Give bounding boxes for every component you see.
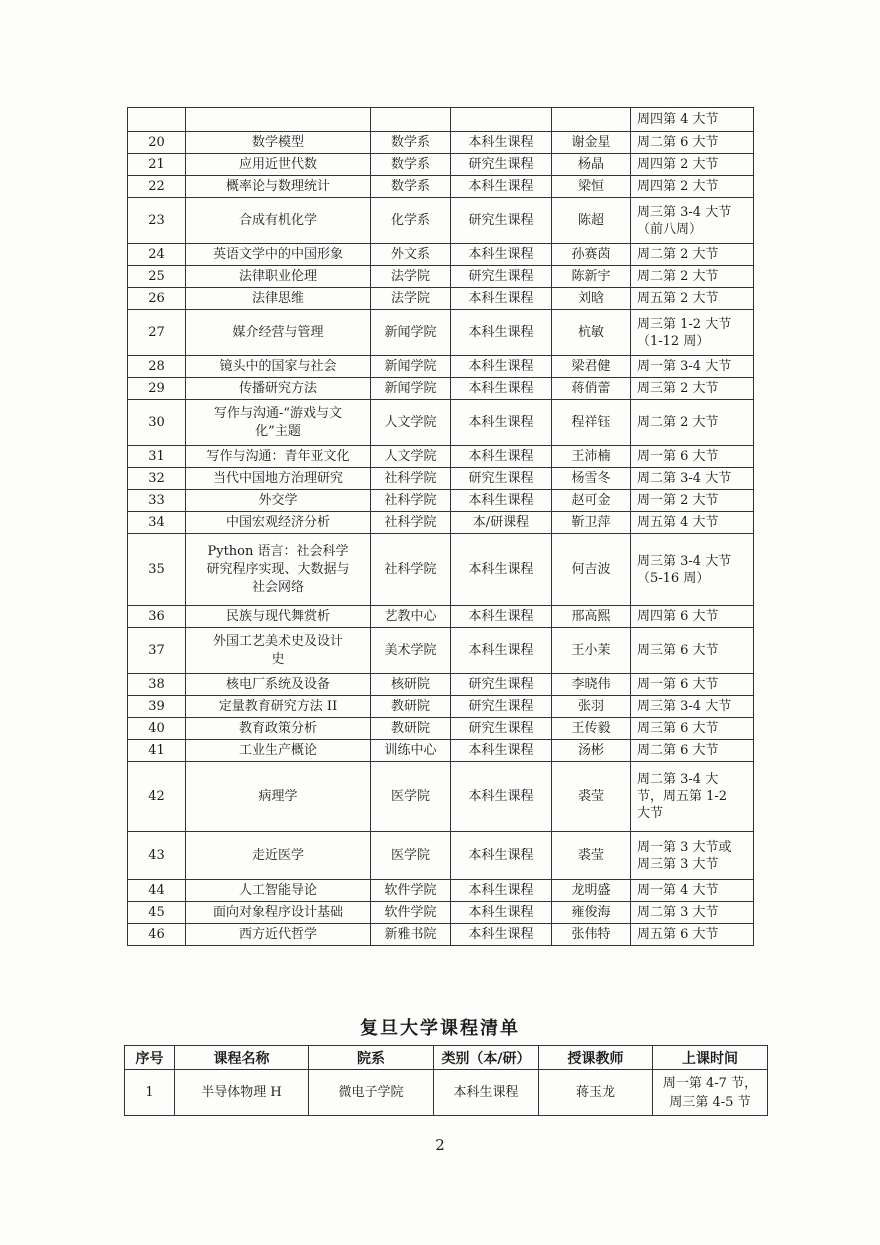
cell-no: 34 (128, 512, 186, 534)
cell-dept: 软件学院 (371, 902, 451, 924)
cell-type: 本科生课程 (451, 132, 552, 154)
cell-teacher: 陈超 (552, 198, 631, 244)
cell-type: 本科生课程 (451, 832, 552, 880)
header-name: 课程名称 (175, 1046, 309, 1070)
cell-type: 本科生课程 (451, 288, 552, 310)
table-row (128, 490, 754, 512)
table-row (128, 288, 754, 310)
cell-no: 38 (128, 674, 186, 696)
cell-name: 病理学 (186, 762, 371, 832)
cell-dept: 社科学院 (371, 534, 451, 606)
cell-dept: 数学系 (371, 132, 451, 154)
cell-type: 研究生课程 (451, 696, 552, 718)
cell-teacher: 孙赛茵 (552, 244, 631, 266)
table-row (128, 198, 754, 244)
page-number: 2 (435, 1136, 445, 1154)
cell-time: 周一第 4-7 节， 周三第 4-5 节 (653, 1070, 768, 1116)
cell-time: 周一第 6 大节 (631, 446, 754, 468)
table-row (128, 880, 754, 902)
cell-no: 41 (128, 740, 186, 762)
cell-teacher: 何吉波 (552, 534, 631, 606)
header-no: 序号 (125, 1046, 175, 1070)
cell-name: 核电厂系统及设备 (186, 674, 371, 696)
cell-dept: 社科学院 (371, 490, 451, 512)
cell-no: 35 (128, 534, 186, 606)
cell-type: 本科生课程 (451, 902, 552, 924)
cell-dept: 人文学院 (371, 446, 451, 468)
cell-name: 写作与沟通-“游戏与文 化”主题 (186, 400, 371, 446)
cell-name: 传播研究方法 (186, 378, 371, 400)
cell-dept: 新雅书院 (371, 924, 451, 946)
cell-dept: 外文系 (371, 244, 451, 266)
table-row (128, 674, 754, 696)
cell-teacher: 张伟特 (552, 924, 631, 946)
cell-time: 周五第 6 大节 (631, 924, 754, 946)
cell-name: 面向对象程序设计基础 (186, 902, 371, 924)
cell-type: 本科生课程 (451, 400, 552, 446)
cell-name: 走近医学 (186, 832, 371, 880)
cell-time: 周四第 2 大节 (631, 154, 754, 176)
cell-dept: 社科学院 (371, 512, 451, 534)
cell-type: 本科生课程 (451, 356, 552, 378)
cell-time: 周三第 6 大节 (631, 718, 754, 740)
cell-teacher: 王沛楠 (552, 446, 631, 468)
cell-name: 镜头中的国家与社会 (186, 356, 371, 378)
table-row (128, 356, 754, 378)
table-row (128, 740, 754, 762)
cell-name: 定量教育研究方法 II (186, 696, 371, 718)
cell-no: 42 (128, 762, 186, 832)
cell-time: 周二第 2 大节 (631, 244, 754, 266)
cell-dept: 法学院 (371, 288, 451, 310)
cell-no: 1 (125, 1070, 175, 1116)
table-row (128, 446, 754, 468)
cell-type: 研究生课程 (451, 154, 552, 176)
cell-time: 周二第 6 大节 (631, 132, 754, 154)
cell-time: 周三第 2 大节 (631, 378, 754, 400)
header-time: 上课时间 (653, 1046, 768, 1070)
cell-name: 当代中国地方治理研究 (186, 468, 371, 490)
cell-dept: 数学系 (371, 176, 451, 198)
table-row (128, 132, 754, 154)
cell-name: 法律职业伦理 (186, 266, 371, 288)
cell-time: 周四第 6 大节 (631, 606, 754, 628)
cell-dept: 新闻学院 (371, 310, 451, 356)
cell-no: 33 (128, 490, 186, 512)
table-row (128, 310, 754, 356)
cell-teacher: 杨晶 (552, 154, 631, 176)
table-row (128, 154, 754, 176)
cell-type: 本科生课程 (451, 378, 552, 400)
table-row (128, 534, 754, 606)
cell-type (451, 108, 552, 132)
table-row (128, 512, 754, 534)
cell-dept: 医学院 (371, 762, 451, 832)
cell-no: 31 (128, 446, 186, 468)
cell-teacher: 谢金星 (552, 132, 631, 154)
cell-time: 周三第 3-4 大节 (631, 696, 754, 718)
cell-type: 本科生课程 (451, 924, 552, 946)
cell-teacher: 王传毅 (552, 718, 631, 740)
table-row (128, 244, 754, 266)
header-type: 类别（本/研） (434, 1046, 539, 1070)
cell-time: 周四第 4 大节 (631, 108, 754, 132)
cell-type: 本科生课程 (434, 1070, 539, 1116)
cell-dept: 新闻学院 (371, 378, 451, 400)
cell-no: 26 (128, 288, 186, 310)
cell-type: 本科生课程 (451, 244, 552, 266)
cell-teacher: 裘莹 (552, 832, 631, 880)
cell-name: Python 语言：社会科学 研究程序实现、大数据与 社会网络 (186, 534, 371, 606)
cell-teacher: 蒋玉龙 (539, 1070, 653, 1116)
cell-teacher: 梁恒 (552, 176, 631, 198)
table-row (128, 832, 754, 880)
cell-time: 周二第 6 大节 (631, 740, 754, 762)
cell-type: 本/研课程 (451, 512, 552, 534)
cell-name: 民族与现代舞赏析 (186, 606, 371, 628)
cell-type: 研究生课程 (451, 198, 552, 244)
cell-teacher: 程祥钰 (552, 400, 631, 446)
table-row (128, 606, 754, 628)
header-teacher: 授课教师 (539, 1046, 653, 1070)
cell-teacher: 李晓伟 (552, 674, 631, 696)
cell-dept: 艺教中心 (371, 606, 451, 628)
cell-name (186, 108, 371, 132)
cell-dept: 美术学院 (371, 628, 451, 674)
cell-no (128, 108, 186, 132)
cell-dept: 软件学院 (371, 880, 451, 902)
cell-no: 39 (128, 696, 186, 718)
cell-teacher: 赵可金 (552, 490, 631, 512)
cell-type: 本科生课程 (451, 880, 552, 902)
cell-time: 周二第 3-4 大节 (631, 468, 754, 490)
table-row (125, 1070, 768, 1116)
fudan-list-title: 复旦大学课程清单 (360, 1018, 520, 1039)
cell-no: 44 (128, 880, 186, 902)
cell-teacher: 王小茉 (552, 628, 631, 674)
cell-no: 45 (128, 902, 186, 924)
cell-time: 周一第 6 大节 (631, 674, 754, 696)
cell-dept: 核研院 (371, 674, 451, 696)
cell-dept: 教研院 (371, 696, 451, 718)
table-row (128, 718, 754, 740)
table-row (128, 378, 754, 400)
header-dept: 院系 (309, 1046, 434, 1070)
cell-teacher: 杨雪冬 (552, 468, 631, 490)
cell-no: 40 (128, 718, 186, 740)
cell-time: 周一第 2 大节 (631, 490, 754, 512)
cell-time: 周二第 2 大节 (631, 400, 754, 446)
cell-no: 27 (128, 310, 186, 356)
cell-time: 周三第 3-4 大节 （5-16 周） (631, 534, 754, 606)
cell-no: 25 (128, 266, 186, 288)
cell-no: 46 (128, 924, 186, 946)
cell-type: 本科生课程 (451, 176, 552, 198)
cell-teacher: 邢高熙 (552, 606, 631, 628)
cell-name: 教育政策分析 (186, 718, 371, 740)
cell-time: 周二第 3 大节 (631, 902, 754, 924)
table-row (128, 902, 754, 924)
cell-name: 合成有机化学 (186, 198, 371, 244)
cell-type: 本科生课程 (451, 534, 552, 606)
cell-type: 研究生课程 (451, 468, 552, 490)
table-row (128, 762, 754, 832)
cell-name: 外交学 (186, 490, 371, 512)
cell-no: 32 (128, 468, 186, 490)
cell-time: 周二第 3-4 大 节，周五第 1-2 大节 (631, 762, 754, 832)
cell-teacher: 靳卫萍 (552, 512, 631, 534)
cell-name: 西方近代哲学 (186, 924, 371, 946)
cell-dept: 化学系 (371, 198, 451, 244)
cell-name: 外国工艺美术史及设计 史 (186, 628, 371, 674)
cell-dept: 社科学院 (371, 468, 451, 490)
cell-name: 写作与沟通：青年亚文化 (186, 446, 371, 468)
cell-time: 周一第 3-4 大节 (631, 356, 754, 378)
cell-name: 数学模型 (186, 132, 371, 154)
cell-no: 36 (128, 606, 186, 628)
cell-type: 本科生课程 (451, 740, 552, 762)
cell-teacher: 汤彬 (552, 740, 631, 762)
cell-time: 周四第 2 大节 (631, 176, 754, 198)
cell-type: 本科生课程 (451, 446, 552, 468)
cell-no: 21 (128, 154, 186, 176)
cell-dept: 法学院 (371, 266, 451, 288)
cell-dept: 训练中心 (371, 740, 451, 762)
cell-dept: 教研院 (371, 718, 451, 740)
table-row (128, 400, 754, 446)
cell-teacher: 裘莹 (552, 762, 631, 832)
cell-no: 30 (128, 400, 186, 446)
cell-no: 28 (128, 356, 186, 378)
course-table-fudan (124, 1045, 768, 1116)
cell-teacher: 陈新宇 (552, 266, 631, 288)
cell-type: 研究生课程 (451, 266, 552, 288)
table-header-row (125, 1046, 768, 1070)
cell-time: 周一第 4 大节 (631, 880, 754, 902)
cell-name: 英语文学中的中国形象 (186, 244, 371, 266)
cell-time: 周三第 1-2 大节 （1-12 周） (631, 310, 754, 356)
cell-no: 22 (128, 176, 186, 198)
cell-name: 中国宏观经济分析 (186, 512, 371, 534)
cell-name: 半导体物理 H (175, 1070, 309, 1116)
cell-no: 29 (128, 378, 186, 400)
table-row (128, 696, 754, 718)
cell-type: 研究生课程 (451, 718, 552, 740)
cell-teacher: 杭敏 (552, 310, 631, 356)
cell-dept (371, 108, 451, 132)
cell-teacher: 刘晗 (552, 288, 631, 310)
cell-type: 本科生课程 (451, 490, 552, 512)
cell-time: 周三第 6 大节 (631, 628, 754, 674)
cell-teacher: 梁君健 (552, 356, 631, 378)
cell-name: 法律思维 (186, 288, 371, 310)
cell-teacher: 龙明盛 (552, 880, 631, 902)
cell-teacher: 张羽 (552, 696, 631, 718)
cell-dept: 微电子学院 (309, 1070, 434, 1116)
table-row (128, 176, 754, 198)
table-row (128, 266, 754, 288)
cell-name: 媒介经营与管理 (186, 310, 371, 356)
cell-dept: 数学系 (371, 154, 451, 176)
cell-time: 周五第 4 大节 (631, 512, 754, 534)
cell-time: 周五第 2 大节 (631, 288, 754, 310)
cell-dept: 医学院 (371, 832, 451, 880)
table-row (128, 468, 754, 490)
cell-no: 23 (128, 198, 186, 244)
table-row (128, 924, 754, 946)
cell-type: 本科生课程 (451, 606, 552, 628)
cell-time: 周一第 3 大节或 周三第 3 大节 (631, 832, 754, 880)
cell-no: 37 (128, 628, 186, 674)
cell-name: 工业生产概论 (186, 740, 371, 762)
cell-dept: 人文学院 (371, 400, 451, 446)
cell-teacher: 蒋俏蕾 (552, 378, 631, 400)
cell-no: 43 (128, 832, 186, 880)
cell-type: 本科生课程 (451, 628, 552, 674)
cell-type: 本科生课程 (451, 310, 552, 356)
cell-type: 本科生课程 (451, 762, 552, 832)
table-row (128, 628, 754, 674)
cell-time: 周二第 2 大节 (631, 266, 754, 288)
cell-no: 24 (128, 244, 186, 266)
cell-time: 周三第 3-4 大节 （前八周） (631, 198, 754, 244)
cell-teacher: 雍俊海 (552, 902, 631, 924)
cell-dept: 新闻学院 (371, 356, 451, 378)
cell-type: 研究生课程 (451, 674, 552, 696)
cell-name: 应用近世代数 (186, 154, 371, 176)
cell-name: 人工智能导论 (186, 880, 371, 902)
cell-teacher (552, 108, 631, 132)
course-table-tsinghua (127, 107, 754, 946)
table-row (128, 108, 754, 132)
cell-name: 概率论与数理统计 (186, 176, 371, 198)
cell-no: 20 (128, 132, 186, 154)
